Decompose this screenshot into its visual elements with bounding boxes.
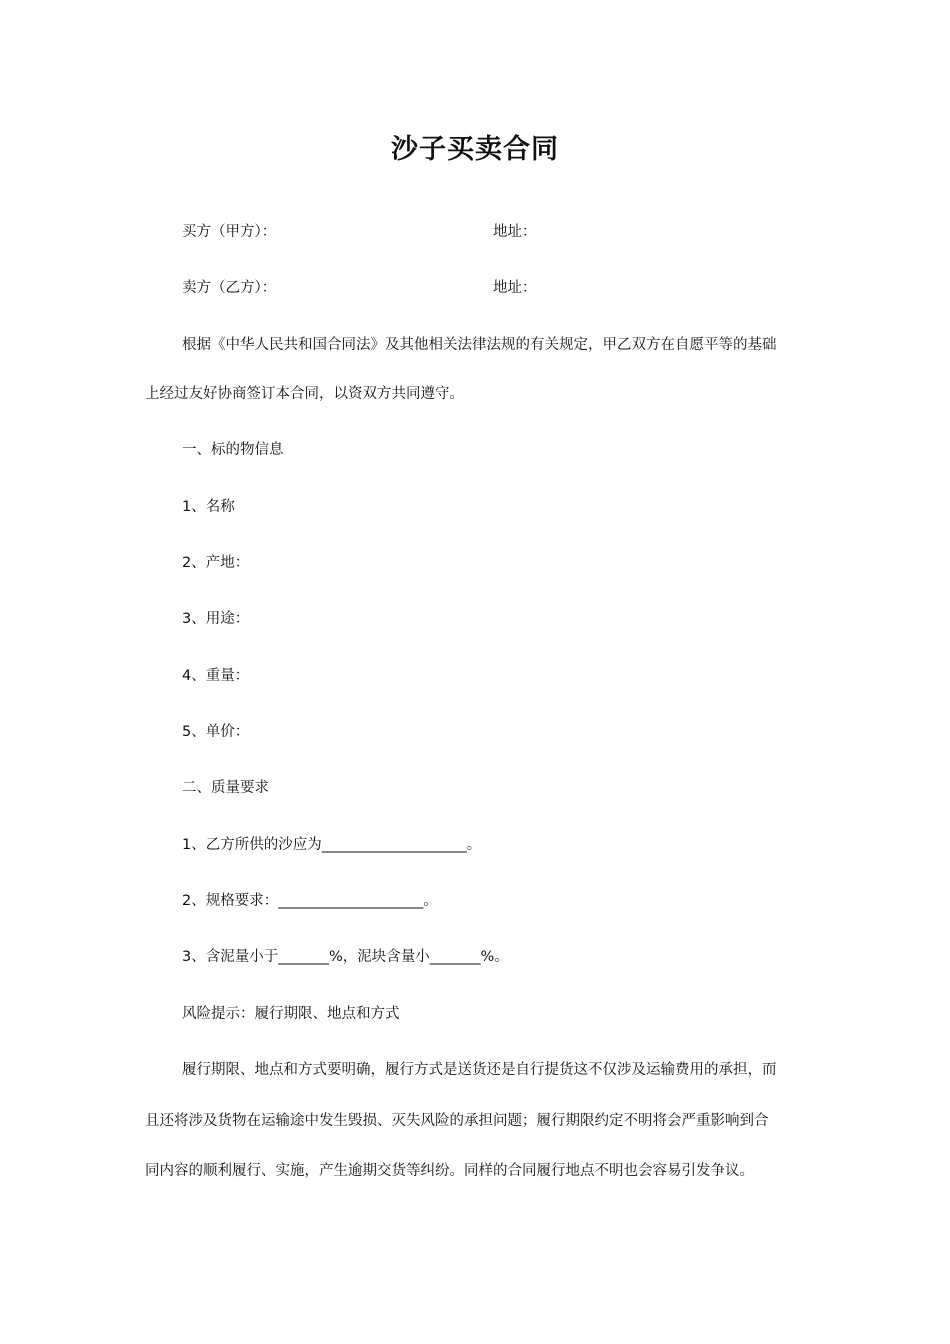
section1-heading: 一、标的物信息 <box>182 442 284 458</box>
section1-item-price: 5、单价： <box>182 724 250 740</box>
risk-heading: 风险提示：履行期限、地点和方式 <box>182 1006 400 1022</box>
section2-item-mud-content: 3、含泥量小于_______%，泥块含量小_______%。 <box>182 949 509 965</box>
seller-label: 卖方（乙方）： <box>182 280 277 296</box>
section2-heading: 二、质量要求 <box>182 780 269 796</box>
seller-address-label: 地址： <box>493 280 537 296</box>
buyer-label: 买方（甲方）： <box>182 224 277 240</box>
intro-paragraph-line: 根据《中华人民共和国合同法》及其他相关法律法规的有关规定，甲乙双方在自愿平等的基础 <box>182 337 777 353</box>
section1-item-name: 1、名称 <box>182 499 235 515</box>
risk-paragraph-line: 履行期限、地点和方式要明确，履行方式是送货还是自行提货这不仅涉及运输费用的承担，而 <box>182 1062 777 1078</box>
buyer-address-label: 地址： <box>493 224 537 240</box>
section2-item-sand-type: 1、乙方所供的沙应为____________________。 <box>182 837 482 853</box>
section1-item-origin: 2、产地： <box>182 555 250 571</box>
section2-item-spec: 2、规格要求：____________________。 <box>182 893 438 909</box>
document-title: 沙子买卖合同 <box>391 134 559 165</box>
section1-item-weight: 4、重量： <box>182 668 250 684</box>
risk-paragraph-line: 同内容的顺利履行、实施，产生逾期交货等纠纷。同样的合同履行地点不明也会容易引发争议。 <box>145 1163 754 1179</box>
section1-item-usage: 3、用途： <box>182 611 250 627</box>
risk-paragraph-line: 且还将涉及货物在运输途中发生毁损、灭失风险的承担问题；履行期限约定不明将会严重影响到合 <box>145 1113 769 1129</box>
intro-paragraph-line: 上经过友好协商签订本合同，以资双方共同遵守。 <box>145 386 464 402</box>
